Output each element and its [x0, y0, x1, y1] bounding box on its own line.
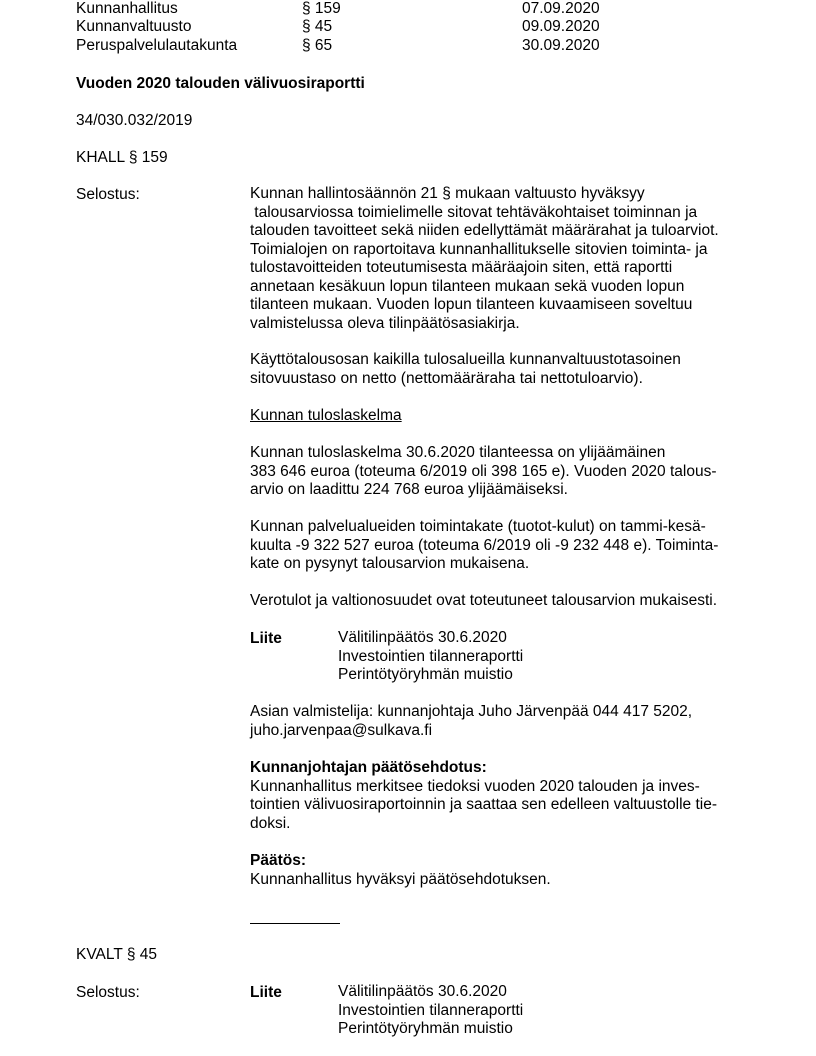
attachments-list-2 [338, 983, 523, 1039]
meeting-section-2: § 65 [302, 37, 333, 54]
selostus-label: Selostus: [76, 186, 140, 203]
attachment-item: Investointien tilanneraportti [338, 1001, 524, 1019]
proposal-line: doksi. [250, 814, 291, 832]
p1-line: annetaan kesäkuun lopun tilanteen mukaan sekä vuoden lopun [250, 277, 685, 295]
p1-line: tulostavoitteiden toteutumisesta määräajoin siten, että raportti [250, 259, 673, 276]
meeting-date-0: 07.09.2020 [522, 0, 600, 17]
meeting-body-2: Peruspalvelulautakunta [76, 37, 238, 54]
paragraph-3 [250, 444, 750, 500]
meeting-section-0: § 159 [302, 0, 341, 17]
meeting-body-0: Kunnanhallitus [76, 0, 178, 17]
p4-line: kuulta -9 322 527 euroa (toteuma 6/2019 oli -9 232 448 e). Toiminta- [250, 536, 719, 554]
attachment-item: Perintötyöryhmän muistio [338, 1020, 513, 1037]
p2-line: sitovuustaso on netto (nettomääräraha tai nettotuloarvio). [250, 369, 643, 387]
proposal-line: tointien välivuosiraportoinnin ja saattaa sen edelleen valtuustolle tie- [250, 796, 718, 813]
paragraph-5 [250, 592, 750, 611]
tuloslaskelma-heading: Kunnan tuloslaskelma [250, 407, 402, 424]
p1-line: valmistelussa oleva tilinpäätösasiakirja. [250, 314, 520, 332]
kvalt-reference: KVALT § 45 [76, 946, 157, 963]
p3-line: 383 646 euroa (toteuma 6/2019 oli 398 165 e). Vuoden 2020 talous- [250, 462, 717, 480]
attachments-list [338, 629, 523, 685]
p1-line: talouden tavoitteet sekä niiden edellyttämät määrärahat ja tuloarviot. [250, 222, 719, 239]
khall-reference: KHALL § 159 [76, 149, 168, 166]
attachment-item: Perintötyöryhmän muistio [338, 666, 513, 683]
meeting-date-1: 09.09.2020 [522, 18, 600, 35]
p1-line: tilanteen mukaan. Vuoden lopun tilanteen kuvaamiseen soveltuu [250, 296, 693, 313]
attachment-item: Investointien tilanneraportti [338, 647, 524, 665]
p4-line: kate on pysynyt talousarvion mukaisena. [250, 555, 530, 572]
p3-line: arvio on laadittu 224 768 euroa ylijäämäiseksi. [250, 481, 568, 498]
p4-line: Kunnan palvelualueiden toimintakate (tuotot-kulut) on tammi-kesä- [250, 518, 706, 535]
selostus-label-2: Selostus: [76, 984, 140, 1001]
attachment-item: Välitilinpäätös 30.6.2020 [338, 983, 507, 1000]
section-heading [250, 407, 750, 426]
p2-line: Käyttötalousosan kaikilla tulosalueilla kunnanvaltuustotasoinen [250, 351, 681, 368]
p1-line: Kunnan hallintosäännön 21 § mukaan valtuusto hyväksyy [250, 185, 645, 202]
meeting-body-1: Kunnanvaltuusto [76, 18, 192, 35]
p3-line: Kunnan tuloslaskelma 30.6.2020 tilanteessa on ylijäämäinen [250, 444, 666, 461]
decision-block [250, 852, 750, 889]
attachments-label: Liite [250, 630, 282, 647]
paragraph-1 [250, 185, 750, 333]
paragraph-4 [250, 518, 750, 574]
meeting-date-2: 30.09.2020 [522, 37, 600, 54]
proposal-block [250, 759, 750, 833]
proposal-line: Kunnanhallitus merkitsee tiedoksi vuoden 2020 talouden ja inves- [250, 777, 700, 795]
meeting-section-1: § 45 [302, 18, 333, 35]
attachment-item: Välitilinpäätös 30.6.2020 [338, 629, 507, 646]
document-title: Vuoden 2020 talouden välivuosiraportti [76, 75, 365, 92]
p1-line: Toimialojen on raportoitava kunnanhallitukselle sitovien toiminta- ja [250, 240, 708, 258]
p5-line: Verotulot ja valtionosuudet ovat toteutuneet talousarvion mukaisesti. [250, 592, 718, 609]
paragraph-2 [250, 351, 750, 388]
decision-text: Kunnanhallitus hyväksyi päätösehdotuksen. [250, 870, 551, 888]
proposal-heading: Kunnanjohtajan päätösehdotus: [250, 759, 487, 776]
preparer-info [250, 703, 750, 740]
decision-heading: Päätös: [250, 852, 306, 869]
attachments-label-2: Liite [250, 984, 282, 1001]
separator-line [250, 923, 340, 924]
record-number: 34/030.032/2019 [76, 112, 193, 129]
preparer-email: juho.jarvenpaa@sulkava.fi [250, 721, 433, 739]
preparer-line: Asian valmistelija: kunnanjohtaja Juho Järvenpää 044 417 5202, [250, 703, 693, 720]
p1-line: talousarviossa toimielimelle sitovat tehtäväkohtaiset toiminnan ja [250, 203, 698, 221]
